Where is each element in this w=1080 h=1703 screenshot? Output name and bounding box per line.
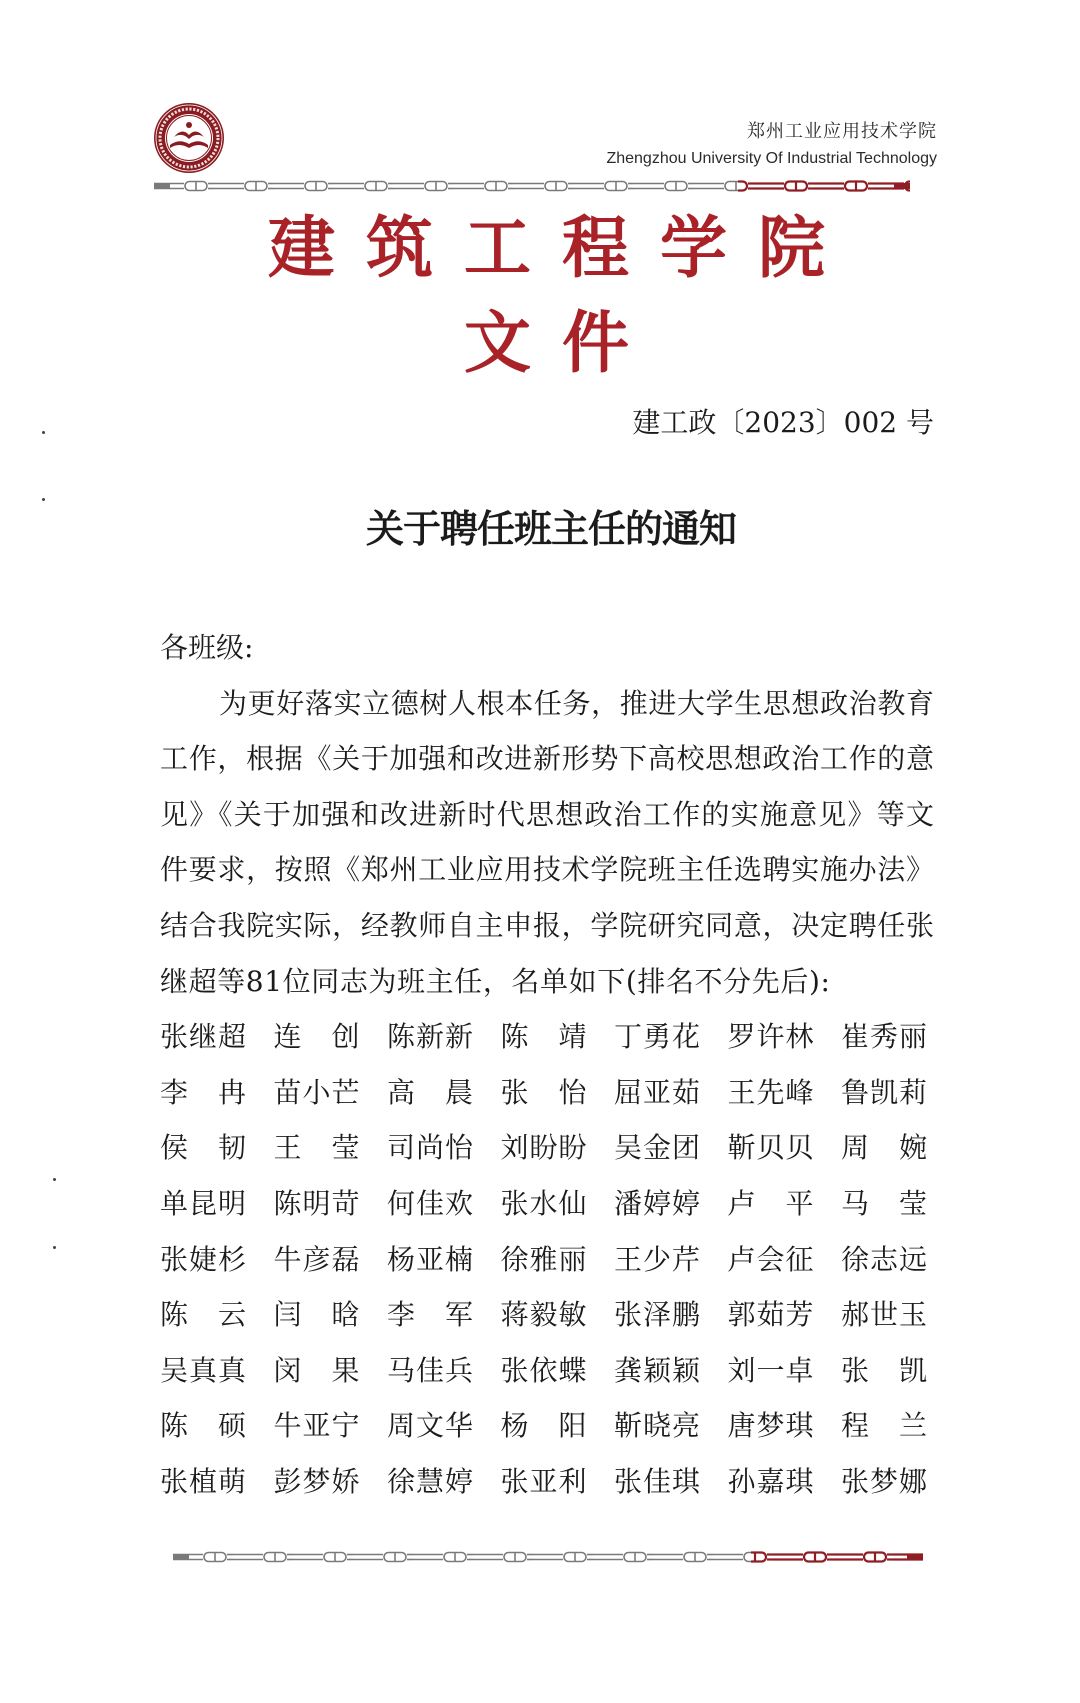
teacher-name: 侯 韧 (160, 1131, 246, 1165)
teacher-name: 陈明苛 (273, 1186, 360, 1220)
teacher-name: 徐志远 (841, 1242, 927, 1276)
scan-speck (53, 1246, 56, 1249)
teacher-name: 潘婷婷 (614, 1186, 700, 1220)
teacher-name: 鲁凯莉 (841, 1075, 927, 1109)
scan-speck (53, 1178, 56, 1181)
teacher-name: 卢 平 (727, 1186, 814, 1220)
teacher-name: 彭梦娇 (273, 1464, 360, 1498)
teacher-name: 张 凯 (841, 1353, 927, 1387)
teacher-name: 连 创 (273, 1020, 360, 1054)
teacher-name: 牛亚宁 (273, 1409, 360, 1443)
teacher-name: 张泽鹏 (614, 1298, 700, 1332)
footer-divider (173, 1551, 923, 1563)
teacher-name: 张梦娜 (841, 1464, 927, 1498)
teacher-name: 罗许林 (727, 1020, 814, 1054)
paragraph-line: 件要求，按照《郑州工业应用技术学院班主任选聘实施办法》 (160, 853, 934, 887)
teacher-name: 牛彦磊 (273, 1242, 360, 1276)
teacher-name: 张水仙 (500, 1186, 587, 1220)
teacher-name: 刘一卓 (727, 1353, 814, 1387)
teacher-name: 陈新新 (387, 1020, 473, 1054)
teacher-name: 张依蝶 (500, 1353, 587, 1387)
teacher-name: 苗小芒 (273, 1075, 360, 1109)
teacher-name: 张植萌 (160, 1464, 246, 1498)
teacher-name: 陈 硕 (160, 1409, 246, 1443)
notice-title: 关于聘任班主任的通知 (365, 506, 736, 551)
teacher-name: 王 莹 (273, 1131, 360, 1165)
teacher-name: 张继超 (160, 1020, 246, 1054)
teacher-name: 单昆明 (160, 1186, 246, 1220)
teacher-name: 周 婉 (841, 1131, 927, 1165)
teacher-name: 徐慧婷 (387, 1464, 473, 1498)
teacher-name: 吴金团 (614, 1131, 700, 1165)
teacher-name: 闵 果 (273, 1353, 360, 1387)
teacher-name: 张婕杉 (160, 1242, 246, 1276)
teacher-name: 王少芹 (614, 1242, 700, 1276)
teacher-name: 吴真真 (160, 1353, 246, 1387)
document-number: 建工政〔2023〕002 号 (632, 406, 934, 439)
teacher-name: 马 莹 (841, 1186, 927, 1220)
scan-speck (42, 431, 45, 434)
salutation: 各班级: (160, 631, 254, 664)
paragraph-line: 见》《关于加强和改进新时代思想政治工作的实施意见》等文 (160, 797, 934, 831)
teacher-name: 孙嘉琪 (727, 1464, 814, 1498)
school-name-english: Zhengzhou University Of Industrial Technology (606, 150, 937, 167)
paragraph-line: 继超等81位同志为班主任，名单如下(排名不分先后): (160, 964, 831, 998)
teacher-name: 蒋毅敏 (500, 1298, 587, 1332)
teacher-name: 李 军 (387, 1298, 473, 1332)
teacher-name: 周文华 (387, 1409, 473, 1443)
teacher-name-list (160, 1009, 960, 1509)
teacher-name: 闫 晗 (273, 1298, 360, 1332)
teacher-name: 刘盼盼 (500, 1131, 587, 1165)
teacher-name: 陈 靖 (500, 1020, 587, 1054)
paragraph-line: 工作，根据《关于加强和改进新形势下高校思想政治工作的意 (160, 742, 934, 776)
scan-speck (42, 498, 45, 501)
masthead-title: 建筑工程学院 (268, 208, 856, 287)
school-emblem-icon (152, 101, 226, 175)
teacher-name: 张 怡 (500, 1075, 587, 1109)
teacher-name: 崔秀丽 (841, 1020, 927, 1054)
teacher-name: 徐雅丽 (500, 1242, 587, 1276)
teacher-name: 王先峰 (727, 1075, 814, 1109)
teacher-name: 丁勇花 (614, 1020, 700, 1054)
notice-body (160, 620, 960, 1510)
school-name-chinese: 郑州工业应用技术学院 (747, 121, 937, 142)
teacher-name: 高 晨 (387, 1075, 473, 1109)
teacher-name: 唐梦琪 (727, 1409, 814, 1443)
teacher-name: 靳晓亮 (614, 1409, 700, 1443)
teacher-name: 龚颖颖 (614, 1353, 700, 1387)
teacher-name: 司尚怡 (387, 1131, 473, 1165)
teacher-name: 程 兰 (841, 1409, 927, 1443)
body-paragraph (160, 676, 960, 1010)
header-divider (154, 180, 910, 192)
teacher-name: 马佳兵 (387, 1353, 473, 1387)
teacher-name: 张亚利 (500, 1464, 587, 1498)
teacher-name: 屈亚茹 (614, 1075, 700, 1109)
teacher-name: 李 冉 (160, 1075, 246, 1109)
teacher-name: 陈 云 (160, 1298, 246, 1332)
paragraph-line: 结合我院实际，经教师自主申报，学院研究同意，决定聘任张 (160, 908, 934, 942)
teacher-name: 张佳琪 (614, 1464, 700, 1498)
teacher-name: 何佳欢 (387, 1186, 473, 1220)
teacher-name: 杨 阳 (500, 1409, 587, 1443)
paragraph-line: 为更好落实立德树人根本任务，推进大学生思想政治教育 (219, 686, 934, 720)
masthead-subtitle: 文件 (464, 303, 660, 382)
teacher-name: 卢会征 (727, 1242, 814, 1276)
teacher-name: 郝世玉 (841, 1298, 927, 1332)
teacher-name: 郭茹芳 (727, 1298, 814, 1332)
teacher-name: 杨亚楠 (387, 1242, 473, 1276)
teacher-name: 靳贝贝 (727, 1131, 814, 1165)
